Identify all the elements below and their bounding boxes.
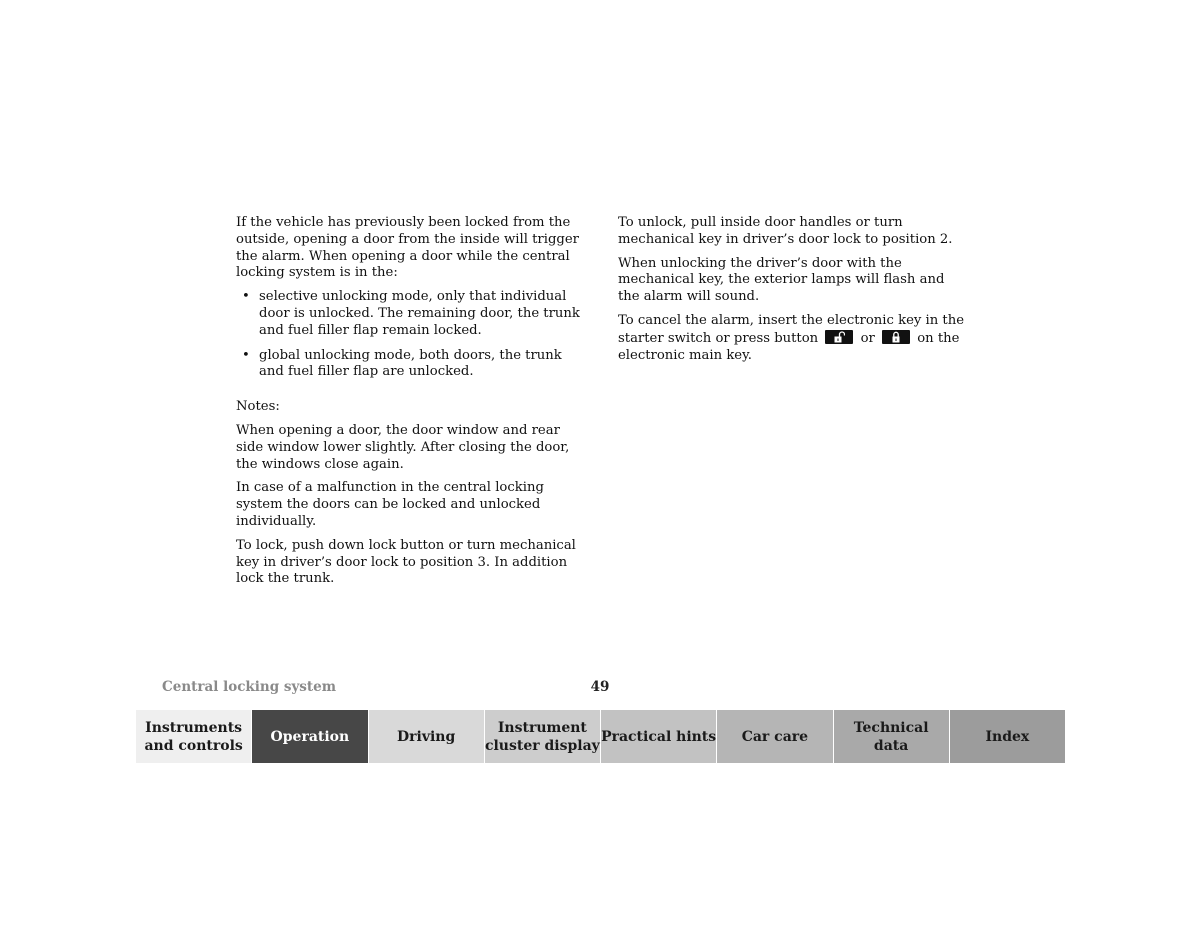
list-item-text: global unlocking mode, both doors, the trunk and fuel filler flap are unlocked. — [259, 347, 562, 380]
tab-practical-hints[interactable] — [601, 710, 717, 763]
tab-driving[interactable] — [369, 710, 485, 763]
note-paragraph: When opening a door, the door window and rear side window lower slightly. After closing the door, the windows close again. — [236, 422, 570, 472]
tab-operation[interactable] — [252, 710, 368, 763]
note-paragraph: In case of a malfunction in the central locking system the doors can be locked and unlocked individually. — [236, 480, 544, 529]
note-paragraph: To lock, push down lock button or turn mechanical key in driver’s door lock to position 3. In addition lock the trunk. — [236, 537, 576, 587]
list-item-text: selective unlocking mode, only that individual door is unlocked. The remaining door, the trunk and fuel filler flap remain locked. — [259, 289, 580, 338]
unlock-paragraph: To unlock, pull inside door handles or turn mechanical key in driver’s door lock to position 2. — [618, 215, 953, 247]
list-item — [236, 289, 588, 339]
bullet-icon: • — [242, 347, 250, 363]
unlock-mode-list — [236, 289, 588, 381]
cancel-text-or: or — [860, 330, 875, 346]
tab-label: Driving — [396, 728, 456, 745]
tab-instruments-and-controls[interactable] — [136, 710, 252, 763]
lock-icon — [890, 331, 902, 343]
tab-label: Operation — [270, 728, 350, 745]
tab-label: Car care — [741, 728, 809, 745]
mechanical-key-paragraph: When unlocking the driver’s door with the mechanical key, the exterior lamps will flash and the alarm will sound. — [618, 255, 945, 305]
intro-paragraph: If the vehicle has previously been locked from the outside, opening a door from the inside will trigger the alarm. When opening a door while the central locking system is in the: — [236, 215, 579, 281]
cancel-alarm-paragraph — [618, 313, 970, 364]
notes-heading: Notes: — [236, 399, 280, 415]
list-item — [236, 348, 588, 382]
cancel-text-after: on the electronic main key. — [618, 330, 960, 363]
tab-index[interactable] — [950, 710, 1065, 763]
unlock-button-symbol — [825, 330, 853, 344]
tab-technical-data[interactable] — [834, 710, 950, 763]
bullet-icon: • — [242, 289, 250, 305]
chapter-tab-bar — [136, 710, 1065, 763]
tab-label: Instruments and controls — [144, 719, 243, 754]
page-number: 49 — [590, 679, 610, 695]
tab-car-care[interactable] — [717, 710, 833, 763]
right-column — [618, 215, 970, 371]
unlock-icon — [833, 331, 845, 343]
left-column — [236, 215, 588, 595]
lock-button-symbol — [882, 330, 910, 344]
tab-label: Practical hints — [601, 728, 717, 745]
tab-label: Index — [985, 728, 1030, 745]
section-title: Central locking system — [162, 679, 337, 695]
tab-label: Technical data — [853, 719, 929, 754]
tab-instrument-cluster-display[interactable] — [485, 710, 601, 763]
tab-label: Instrument cluster display — [484, 719, 600, 754]
cancel-text-before: To cancel the alarm, insert the electronic key in the starter switch or press button — [618, 312, 965, 346]
